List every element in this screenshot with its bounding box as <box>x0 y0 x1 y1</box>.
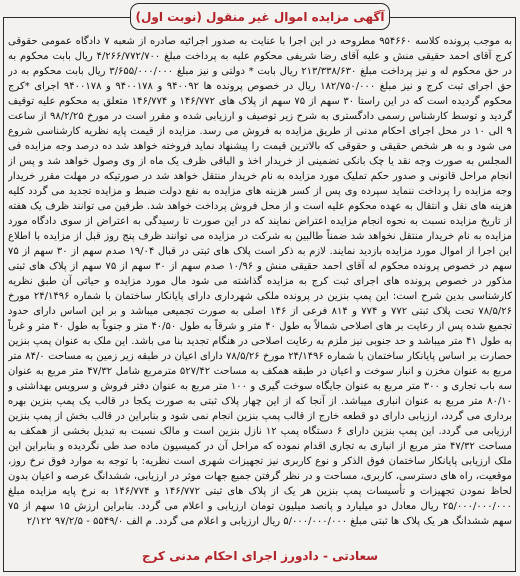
notice-body-line: از خریدار اخذ و الباقی ظرف یک ماه از وی وصول خواهد شد و پس از انجام مراحل قانونی و صدور حکم تملیک مورد مزایده به نام <box>8 156 512 182</box>
notice-body-line: پمپ بنزین حصارت بر اساس پایانکار ساختمان با شماره ۲۴/۱۴۹۶ مورخ ۷۸/۵/۲۶ دارای اعیان در طبقه زیر زمین به مساحت ۸۴/۰ <box>8 336 512 362</box>
notice-body-line: ارزیابی می گردد. این پمپ بنزین دارای ۶ دستگاه پمپ ۱۲ نازل بنزین است و مالک نسبت به تبدیل بخشی از <box>51 426 512 437</box>
notice-body-line: ۴۰ متر و غرباً به طول ۴۱ متر میباشد و حد جنوبی نیز ملزم به رعایت اصلاحی در هنگام تجدید بنا می باشد. این ملک به عنوان <box>8 321 512 347</box>
notice-body-line: سهم از ۷۵ سهم از پلاک های ثبتی مذکور در خصوص پرونده های اجرای ثبت کرج به مزایده گذاشته می شود مال مورد مزایده <box>8 261 512 287</box>
notice-body-line: و حیاتی آن طبق نظریه کارشناسی بدین شرح است: این پمپ بنزین در پرونده ملکی شهرداری دارای پایانکار ساختمان با شماره <box>8 276 512 302</box>
notice-body-line: مدنی از طریق مزایده به فروش می رسد. مزایده از قیمت پایه نظریه کارشناسی شروع می شود و به هر شخص حقیقی و حقوقی <box>8 126 512 152</box>
notice-body-line: می توانند ظرف پنج روز قبل از مزایده با اطلاع این اجرا از اموال مورد مزایده بازدید نمایند. لازم به ذکر است پلاک های ثبتی در <box>8 231 512 257</box>
notice-body-line: رسمی دادگستری به شرح زیر توصیف و ارزیابی شده و مقرر است در مورخ ۹۸/۲/۲۵ از ساعت ۹ الی ۱۰ در محل اجرای احکام <box>8 111 512 137</box>
notice-body-line: متر مربع به عنوان مخزن و انبار سوخت و اعیان در طبقه همکف به مساحت ۵۲۷/۴۲ مترمربع شامل ۴۷/۳۲ متر مربع به عنوان <box>8 351 512 377</box>
notice-body-line: اساس دارای حدود تجمیع شده پس از رعایت بر های اصلاحی شمالاً به طول ۴۰ متر و شرقاً به طول ۴۰/۵۰ متر و جنوباً به طول <box>8 306 512 332</box>
notice-body-line: معادل دو میلیارد و پانصد میلیون تومان ارزیابی و اعلام می گردد. بنابراین ارزش ۱۵ سهم از ۷۵ سهم ششدانگ هر یک پلاک ها <box>8 501 512 527</box>
notice-body-line: همکف به مساحت ۴۷/۳۲ متر مربع از انباری به تجاری اقدام نموده که مراحل آن در کمیسیون ماده صد طی نگردیده و بنابراین این <box>8 426 512 452</box>
notice-body-line: مزایده به نفع دولت ضبط و مزایده تجدید می گردد کلیه هزینه های نقل و انتقال به عهده محکوم علیه است و از محل فروش <box>8 186 512 212</box>
notice-body-line: پرداخت خواهد شد. طرفین می توانند ظرف یک هفته از تاریخ مزایده نسبت به نحوه انجام مزایده اعتراض نمایند که در این <box>8 201 512 227</box>
notice-body-line: به موجب پرونده کلاسه ۹۵۴۶۶۰ مطروحه در این اجرا با عنایت به صدور اجرائیه صادره از شعبه ۷ دادگاه عمومی حقوقی کرج <box>8 36 512 62</box>
notice-body <box>8 34 512 546</box>
notice-body-line: سه باب تجاری و ۳۰۰ متر مربع به عنوان جایگاه سوخت گیری و ۱۰۰ متر مربع به عنوان دفتر فروش و سرویس بهداشتی و <box>8 381 512 392</box>
notice-body-line: آقای احمد حقیقی منش و علیه آقای رضا شریفی محکوم علیه به پرداخت مبلغ ۴/۲۶۶/۷۷۲/۷۰۰ ریال بابت محکوم به در حق <box>8 51 512 77</box>
notice-body-line: که بالاترین قیمت را پیشنهاد نماید فروخته خواهد شد ده درصد وجه مزایده فی المجلس به صورت وجه نقد یا چک بانکی تضمینی <box>8 141 512 167</box>
notice-body-line: خریدار منتقل خواهد شد در صورتیکه در مهلت مقرر خریدار وجه مزایده را پرداخت ننماید سپرده وی پس از کسر هزینه های <box>8 171 512 197</box>
notice-body-line: که در این راستا ۳۰ سهم از ۷۵ سهم از پلاک های ۱۴۶/۷۷۲ و ۱۴۶/۷۷۴ متعلق به محکوم علیه توقیف گردید و توسط کارشناس <box>8 96 512 122</box>
notice-signature: سعادتی - دادورز اجرای احکام مدنی کرج <box>141 549 379 563</box>
notice-title-box <box>130 3 390 30</box>
notice-body-line: راه های دسترسی، کاربری، مساحت و در نظر گرفتن جمیع جهات موثر در ارزیابی، ششدانگ عرصه و اعیان بدون لحاظ نمودن <box>8 471 512 497</box>
notice-title: آگهی مزایده اموال غیر منقول (نوبت اول) <box>135 9 385 24</box>
notice-body-line: ثبت کرج و نیز مبلغ ۱۸۲/۷۵۰/۰۰۰ ریال در خصوص پرونده ها ۹۴۰۰۹۲ و ۹۴۰۰۱۷۸ و ۹۴۰۰۱۷۸ اجرای *کرج محکوم گردیده است <box>8 81 512 107</box>
notice-body-line: ثبتی مبلغ ۵/۰۰۰/۰۰۰/۰۰۰ ریال ارزیابی و اعلام می گردد. م الف ۵۵۴۹/۰ - ۹۷/۲/۵ ۲/۱۲۲ <box>26 516 388 527</box>
notice-body-line: صورت تا رسیدگی به اعتراض از سوی دادگاه مورد مزایده به نام خریدار منتقل نخواهد شد ضمناً طالبین به شرکت در مزایده <box>8 216 512 242</box>
notice-body-line: ۲۴/۱۴۹۶ مورخ ۷۸/۵/۲۶ تحت پلاک ثبتی ۷۷۲ و ۷۷۴ و ۸۱۴ فرعی از ۱۴۶ اصلی به صورت تجمیعی میباشد و بر این <box>8 291 512 317</box>
notice-body-line: قبال ۱۹/۰۴ صدم سهم از ۳۰ سهم از ۷۵ سهم در خصوص پرونده محکوم له آقای احمد حقیقی منش و ۱۰/۹۶ صدم سهم از ۳۰ <box>8 246 512 272</box>
notice-body-line: گردد، ارزیابی دارای دو قطعه خارج از قالب پمپ بنزین انجام نمی شود و بنابراین در قالب بخش از پمپ بنزین <box>8 411 464 422</box>
notice-body-line: محکوم له و نیز پرداخت مبلغ ۲۱۳/۳۳۸/۶۳۰ ریال بابت * دولتی و نیز مبلغ ۳/۶۵۵/۰۰۰/۰۰۰ ریال بابت محکوم به در حق اجرای <box>8 66 512 92</box>
notice-body-line: تجهیزات و تأسیسات پمپ بنزین هر یک از پلاک های ثبتی ۱۴۶/۷۷۲ و ۱۴۶/۷۷۴ به نرخ پایه مزایده مبلغ ۲۵/۰۰۰/۰۰۰/۰۰۰ ریال <box>8 486 512 512</box>
notice-body-line: ملک ارزیابی پایانکار ساختمان فوق الذکر و نوع کاربری نیز تجهیزات شهری است نظریه: با توجه به موارد فوق نرخ روز، موقعیت، <box>8 456 512 482</box>
notice-body-line: ۸۰/۱۰ متر مربع به عنوان انباری میباشد. از آنجا که از این چهار پلاک ثبتی به صورت یکجا در قالب یک پمپ بنزین بهره برداری می <box>8 396 512 422</box>
